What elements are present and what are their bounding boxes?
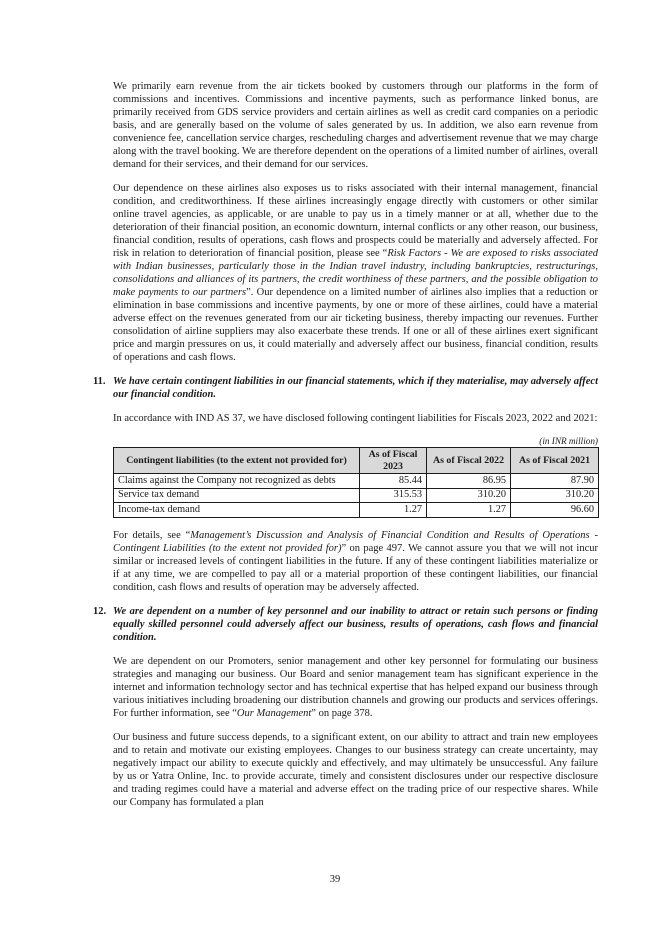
paragraph-text: For details, see “ [113,529,191,541]
paragraph-airline-dependence-risk [113,182,598,364]
table-cell-value: 310.20 [511,488,599,503]
page-content [93,80,598,809]
paragraph-text: We are dependent on our Promoters, senior management and other key personnel for formulating our business strategies and managing our business. Our Board and senior management team has significant experience in the internet and information technology sector and has technical expertise that has helped expand our business through various initiatives including broadening our distribution channels and growing our products and services offerings. For further information, see “ [113,655,598,719]
table-row-income-tax [114,503,599,518]
paragraph-text: ”. Our dependence on a limited number of airlines also implies that a reduction or elimination in base commissions and incentive payments, by one or more of these airlines, could have a material adverse effect on the revenues generated from our air ticketing business, thereby impacting our revenues. Further consolidation of airline suppliers may also exacerbate these trends. If one or all of these airlines exert significant price and margin pressures on us, it could materially and adversely affect our business, financial condition, results of operations and cash flows. [113,287,599,363]
table-cell-value: 315.53 [360,488,427,503]
table-cell-value: 1.27 [360,503,427,518]
table-cell-value: 1.27 [427,503,511,518]
paragraph-business-future-success: Our business and future success depends, to a significant extent, on our ability to attract and train new employees and to retain and motivate our existing employees. Changes to our business strategy can create uncertainty, may negatively impact our ability to execute quickly and effectively, and may ultimately be unsuccessful. Any failure by us or Yatra Online, Inc. to provide accurate, timely and consistent disclosures under our respective disclosure and trading regimes could have a material and adverse effect on the trading price of our respective shares. While our Company has formulated a plan [113,731,598,808]
risk-item-11-number: 11. [93,376,106,387]
table-row-service-tax [114,488,599,503]
paragraph-ind-as-37-intro: In accordance with IND AS 37, we have disclosed following contingent liabilities for Fiscals 2023, 2022 and 2021: [113,413,598,424]
paragraph-text: Our dependence on these airlines also exposes us to risks associated with their internal management, financial condition, and creditworthiness. If these airlines increasingly engage directly with customers or other similar online travel agencies, as applicable, or are unable to pay us in a timely manner or at all, whether due to the deterioration of their financial position, an economic downturn, internal conflicts or any other reason, our business, financial condition, results of operations, cash flows and prospects could be materially and adversely affected. For risk in relation to deterioration of financial position, please see “ [113,183,598,259]
risk-factors-cross-reference: Risk Factors - We are exposed to risks associated with Indian businesses, particularly those in the Indian travel industry, including bankruptcies, restructurings, consolidations and alliances of its partners, the credit worthiness of these partners, and the possible obligation to make payments to our partners [113,248,598,298]
paragraph-text: ” on page 497. We cannot assure you that we will not incur similar or increased levels of contingent liabilities in the future. If any of these contingent liabilities materialize or if at any time, we are compelled to pay all or a material proportion of these contingent liabilities, our financial condition, cash flows and results of operation may be adversely affected. [113,542,598,593]
our-management-cross-reference: Our Management [236,707,312,719]
table-header-fiscal-2022: As of Fiscal 2022 [427,448,511,474]
risk-item-12-number: 12. [93,605,107,617]
paragraph-revenue-sources: We primarily earn revenue from the air tickets booked by customers through our platforms in the form of commissions and incentives. Commissions and incentive payments, such as performance linked bonus, are primarily received from GDS service providers and certain airlines as well as credit card companies on a periodic basis, and are generally based on the volume of sales generated by us. In addition, we also earn revenue from convenience fee, cancellation service charges, rescheduling charges and advertisement revenue that we may charge along with the travel booking. We are therefore dependent on the operations of a limited number of airlines, overall demand for their services, and their demand for our services. [113,81,598,170]
table-cell-value: 87.90 [511,474,599,489]
table-cell-value: 96.60 [511,503,599,518]
table-currency-unit-note: (in INR million) [539,436,598,446]
table-cell-label: Income-tax demand [114,503,360,518]
table-header-liabilities: Contingent liabilities (to the extent not provided for) [114,448,360,474]
table-cell-value: 310.20 [427,488,511,503]
page-number: 39 [329,874,341,885]
table-header-fiscal-2023: As of Fiscal 2023 [360,448,427,474]
risk-item-12-heading: We are dependent on a number of key personnel and our inability to attract or retain such persons or finding equally skilled personnel could adversely affect our business, results of operations, cash flows and financial condition. [113,605,598,643]
risk-item-11 [93,375,598,401]
table-cell-label: Service tax demand [114,488,360,503]
table-row-claims [114,474,599,489]
table-header-row [114,448,599,474]
table-cell-value: 85.44 [360,474,427,489]
risk-item-11-heading: We have certain contingent liabilities in our financial statements, which if they materialise, may adversely affect our financial condition. [113,376,598,400]
paragraph-key-personnel-dependence [113,655,598,720]
contingent-liabilities-table [113,447,599,518]
table-cell-value: 86.95 [427,474,511,489]
table-cell-label: Claims against the Company not recognized as debts [114,474,360,489]
table-header-fiscal-2021: As of Fiscal 2021 [511,448,599,474]
paragraph-text: ” on page 378. [311,707,373,719]
mdna-cross-reference: Management’s Discussion and Analysis of Financial Condition and Results of Operations - Contingent Liabilities (to the extent not provided for) [113,529,598,554]
risk-item-12 [93,605,598,644]
paragraph-contingent-liabilities-details [113,529,598,594]
